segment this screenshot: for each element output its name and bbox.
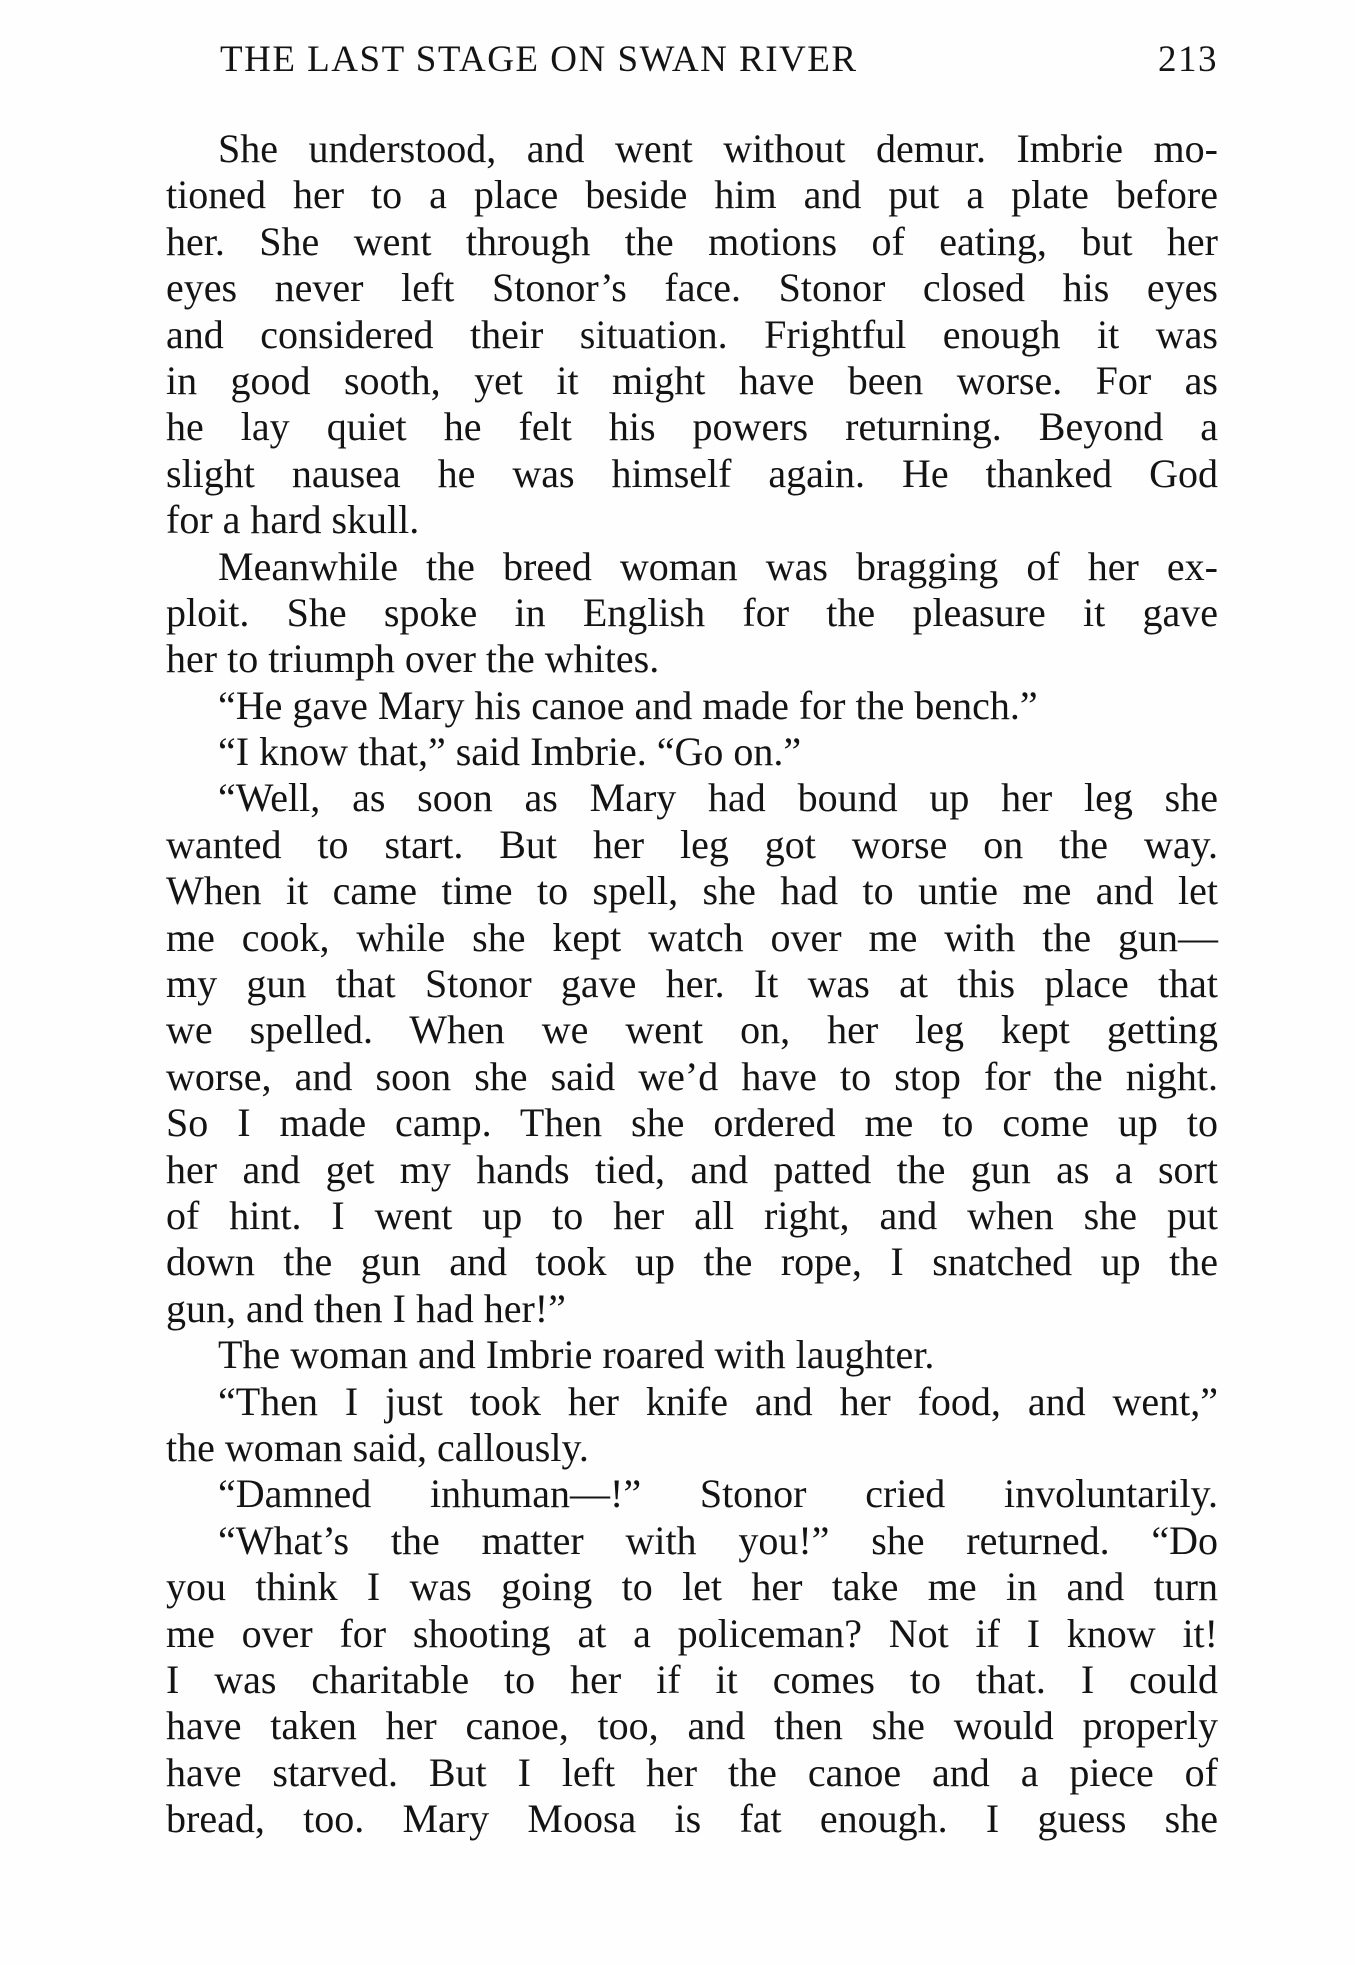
text-line: “What’s the matter with you!” she returned. “Do [218,1517,1218,1563]
text-line: “Well, as soon as Mary had bound up her leg she [218,775,1218,821]
text-line: So I made camp. Then she ordered me to come up to [166,1100,1218,1146]
running-title: THE LAST STAGE ON SWAN RIVER [220,39,858,80]
text-line: we spelled. When we went on, her leg kept getting [166,1007,1218,1053]
text-line: my gun that Stonor gave her. It was at this place that [166,961,1218,1007]
running-head [220,34,1220,86]
text-line: have taken her canoe, too, and then she would properly [166,1703,1218,1749]
text-line: bread, too. Mary Moosa is fat enough. I guess she [166,1796,1218,1842]
text-line: slight nausea he was himself again. He thanked God [166,450,1218,496]
text-line: and considered their situation. Frightful enough it was [166,311,1218,357]
text-line: The woman and Imbrie roared with laughter. [218,1332,935,1378]
text-line: “Then I just took her knife and her food, and went,” [218,1378,1218,1424]
text-line: me cook, while she kept watch over me with the gun— [166,914,1218,960]
text-line: tioned her to a place beside him and put a plate before [166,172,1218,218]
text-line: “I know that,” said Imbrie. “Go on.” [218,729,802,775]
text-line: gun, and then I had her!” [166,1285,566,1331]
text-line: down the gun and took up the rope, I snatched up the [166,1239,1218,1285]
text-line: eyes never left Stonor’s face. Stonor closed his eyes [166,265,1218,311]
text-line: me over for shooting at a policeman? Not if I know it! [166,1610,1218,1656]
text-line: in good sooth, yet it might have been worse. For as [166,357,1218,403]
text-line: worse, and soon she said we’d have to stop for the night. [166,1053,1218,1099]
text-line: for a hard skull. [166,497,420,543]
page-number: 213 [1158,39,1218,80]
text-line: of hint. I went up to her all right, and when she put [166,1192,1218,1238]
body-text [166,126,1218,1842]
text-line: her to triumph over the whites. [166,636,660,682]
text-line: ploit. She spoke in English for the pleasure it gave [166,589,1218,635]
text-line: She understood, and went without demur. Imbrie mo- [218,126,1218,171]
text-line: wanted to start. But her leg got worse on the way. [166,821,1218,867]
text-line: her and get my hands tied, and patted the gun as a sort [166,1146,1218,1192]
text-line: Meanwhile the breed woman was bragging of her ex- [218,543,1218,589]
text-line: the woman said, callously. [166,1424,589,1470]
text-line: you think I was going to let her take me in and turn [166,1564,1218,1610]
text-line: When it came time to spell, she had to untie me and let [166,868,1218,914]
text-line: her. She went through the motions of eating, but her [166,218,1218,264]
text-line: I was charitable to her if it comes to that. I could [166,1656,1218,1702]
text-line: “He gave Mary his canoe and made for the bench.” [218,682,1038,728]
text-line: have starved. But I left her the canoe and a piece of [166,1749,1218,1795]
text-line: “Damned inhuman—!” Stonor cried involuntarily. [218,1471,1218,1517]
text-line: he lay quiet he felt his powers returning. Beyond a [166,404,1218,450]
